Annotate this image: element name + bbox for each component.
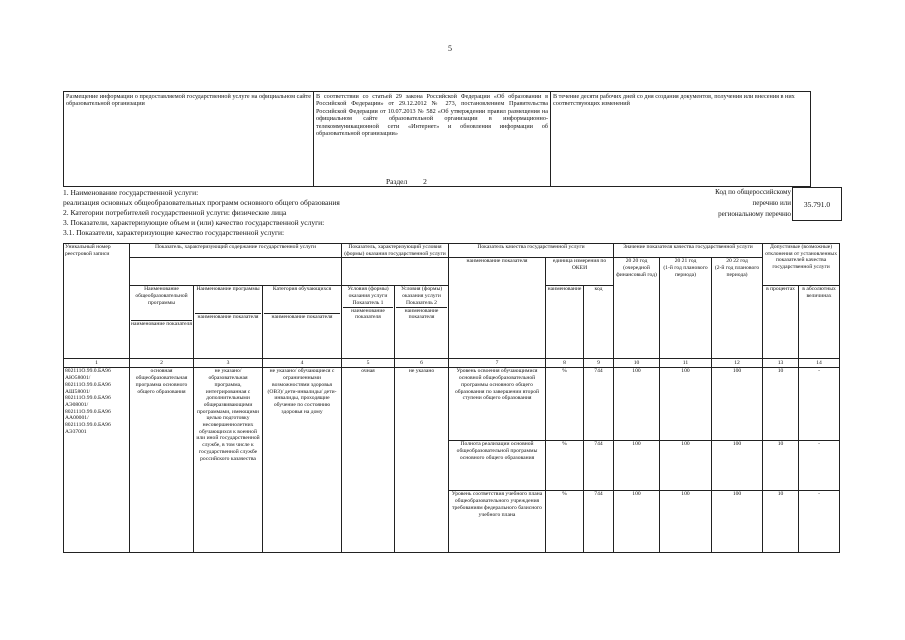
unit-cell: % [546, 491, 584, 553]
col-number: 7 [449, 359, 546, 368]
section-label: Раздел [386, 177, 408, 186]
dev-pct-cell: 10 [763, 368, 799, 441]
service-name-value: реализация основных общеобразовательных программ основного общего образования [63, 198, 340, 207]
indicators-heading: 3. Показатели, характеризующие объем и (или) качество государственной услуги: [63, 218, 325, 227]
dev-abs-cell: - [799, 368, 840, 441]
dev-pct-cell: 10 [763, 441, 799, 491]
header-indicator-name: наименование показателя [449, 258, 546, 359]
unit-cell: % [546, 441, 584, 491]
value-y1-cell: 100 [614, 491, 660, 553]
subheader-indicator: наименование показателя [264, 313, 340, 321]
section-number: 2 [423, 177, 427, 186]
indicator-name-cell: Уровень освоения обучающимися основной общеобразовательной программы основного общего образования по завершении второй ступени общего образования [449, 368, 546, 441]
code-label [660, 187, 791, 220]
condition-1-cell: очная [342, 368, 395, 553]
unit-code-cell: 744 [584, 368, 614, 441]
category-cell: не указано/ обучающиеся с ограниченными возможностями здоровья (ОВЗ)/ дети-инвалиды/ дети-инвалиды, проходящие обучение по состоянию здоровья на дому [263, 368, 342, 553]
col-number: 11 [660, 359, 712, 368]
info-content-cell: В соответствии со статьей 29 закона Российской Федерации «Об образовании в Российской Федерации» от 29.12.2012 № 273, постановлением Правительства Российской Федерации от 10.07.2013 № 582 «Об утверждении правил размещения на официальном сайте образовательной организации в информационно-телекоммуникационной сети «Интернет» и обновления информации об образовательной организации» [314, 92, 551, 187]
year-1-label: 20 20 год [625, 258, 648, 265]
year-2-label: 20 21 год [674, 258, 697, 265]
header-quality: Показатель качества государственной услуги [449, 244, 614, 258]
header-year-2 [660, 258, 712, 359]
subheader-unit-code: код [584, 286, 614, 359]
year-3-sub: (2-й год планового периода) [714, 265, 760, 278]
value-y2-cell: 100 [660, 441, 712, 491]
col-number: 10 [614, 359, 660, 368]
indicator-name-cell: Полнота реализации основной общеобразовательной программы основного общего образования [449, 441, 546, 491]
subheader-unit-name: наименование [546, 286, 584, 359]
header-row [64, 244, 840, 258]
col-number: 8 [546, 359, 584, 368]
dev-pct-cell: 10 [763, 491, 799, 553]
quality-indicators-table [63, 243, 840, 553]
subheader-indicator: наименование показателя [131, 320, 192, 327]
indicator-name-cell: Уровень соответствия учебного плана общеобразовательного учреждения требованиям федерального базисного учебного плана [449, 491, 546, 553]
value-y2-cell: 100 [660, 491, 712, 553]
info-frequency-cell: В течение десяти рабочих дней со дня создания документов, получения или внесения в них соответствующих изменений [551, 92, 811, 187]
code-label-line: перечню или [752, 199, 791, 207]
subheader-text: Наименование программы [196, 286, 260, 293]
col-number: 3 [194, 359, 263, 368]
value-y1-cell: 100 [614, 368, 660, 441]
section-heading [386, 177, 427, 186]
header-deviation: Допустимые (возможные) отклонения от установленных показателей качества государственной услуги [763, 244, 840, 286]
header-regnum: Уникальный номер реестровой записи [64, 244, 130, 359]
value-y3-cell: 100 [712, 441, 763, 491]
header-row [64, 258, 840, 286]
value-y3-cell: 100 [712, 491, 763, 553]
subheader-condition-2 [395, 286, 449, 359]
info-method-cell: Размещение информации о предоставляемой государственной услуге на официальном сайте образовательной организации [64, 92, 314, 187]
header-conditions-empty [342, 258, 449, 286]
header-year-1 [614, 258, 660, 359]
table-row [64, 92, 811, 187]
dev-abs-cell: - [799, 491, 840, 553]
col-number: 6 [395, 359, 449, 368]
header-content: Показатель, характеризующий содержание государственной услуги [130, 244, 342, 258]
year-2-sub: (1-й год планового периода) [663, 265, 708, 278]
page-number: 5 [448, 44, 452, 53]
edu-program-cell: основная общеобразовательная программа основного общего образования [130, 368, 194, 553]
regnum-cell: 802111О.99.0.БА96 АЮ58001/ 802111О.99.0.БА96 АШ58001/ 802111О.99.0.БА96 АЭ08001/ 802111О.99.0.БА96 АА00001/ 802111О.99.0.БА96 АЭ37001 [64, 368, 130, 553]
header-conditions: Показатель, характеризующий условия (формы) оказания государственной услуги [342, 244, 449, 258]
condition-2-cell: не указано [395, 368, 449, 553]
col-number: 9 [584, 359, 614, 368]
subheader-program [194, 286, 263, 359]
year-1-sub: (очередной финансовый год) [616, 265, 657, 278]
subheader-edu-program [130, 286, 194, 359]
col-number: 12 [712, 359, 763, 368]
subheader-text: Условия (формы) оказания услуги Показатель 1 [347, 286, 389, 306]
program-cell: не указано/ образовательная программа, интегрированная с дополнительными общеразвивающими программами, имеющими целью подготовку несовершеннолетних обучающихся к военной или иной государственной службе, в том числе к государственной службе российского казачества [194, 368, 263, 553]
value-y2-cell: 100 [660, 368, 712, 441]
col-number: 14 [799, 359, 840, 368]
subheader-indicator: наименование показателя [343, 307, 393, 321]
info-placement-table [63, 91, 811, 187]
dev-abs-cell: - [799, 441, 840, 491]
subheader-text: Категория обучающихся [272, 286, 332, 293]
service-name-label: 1. Наименование государственной услуги: [63, 188, 199, 197]
value-y3-cell: 100 [712, 368, 763, 441]
subheader-text: Условия (формы) оказания услуги Показатель 2 [400, 286, 443, 306]
consumer-categories: 2. Категории потребителей государственной услуги: физические лица [63, 208, 287, 217]
column-numbers-row [64, 359, 840, 368]
unit-code-cell: 744 [584, 491, 614, 553]
subheader-indicator: наименование показателя [195, 313, 261, 321]
subheader-condition-1 [342, 286, 395, 359]
subheader-indicator: наименование показателя [396, 307, 447, 321]
year-3-label: 20 22 год [726, 258, 748, 265]
table-row [64, 368, 840, 441]
unit-cell: % [546, 368, 584, 441]
header-content-empty [130, 258, 342, 286]
registry-code-box: 35.791.0 [792, 187, 842, 221]
code-label-line: Код по общероссийскому [715, 188, 791, 196]
col-number: 4 [263, 359, 342, 368]
unit-code-cell: 744 [584, 441, 614, 491]
header-unit: единица измерения по ОКЕИ [546, 258, 614, 286]
subheader-dev-abs: в абсолютных величинах [799, 286, 840, 359]
col-number: 1 [64, 359, 130, 368]
col-number: 2 [130, 359, 194, 368]
subheader-category [263, 286, 342, 359]
col-number: 13 [763, 359, 799, 368]
col-number: 5 [342, 359, 395, 368]
code-label-line: региональному перечню [718, 210, 791, 218]
quality-indicators-heading: 3.1. Показатели, характеризующие качество государственной услуги: [63, 228, 285, 237]
subheader-dev-pct: в процентах [763, 286, 799, 359]
header-year-3 [712, 258, 763, 359]
value-y1-cell: 100 [614, 441, 660, 491]
header-values: Значение показателя качества государственной услуги [614, 244, 763, 258]
subheader-text: Наименование общеобразовательной программы [135, 286, 188, 306]
